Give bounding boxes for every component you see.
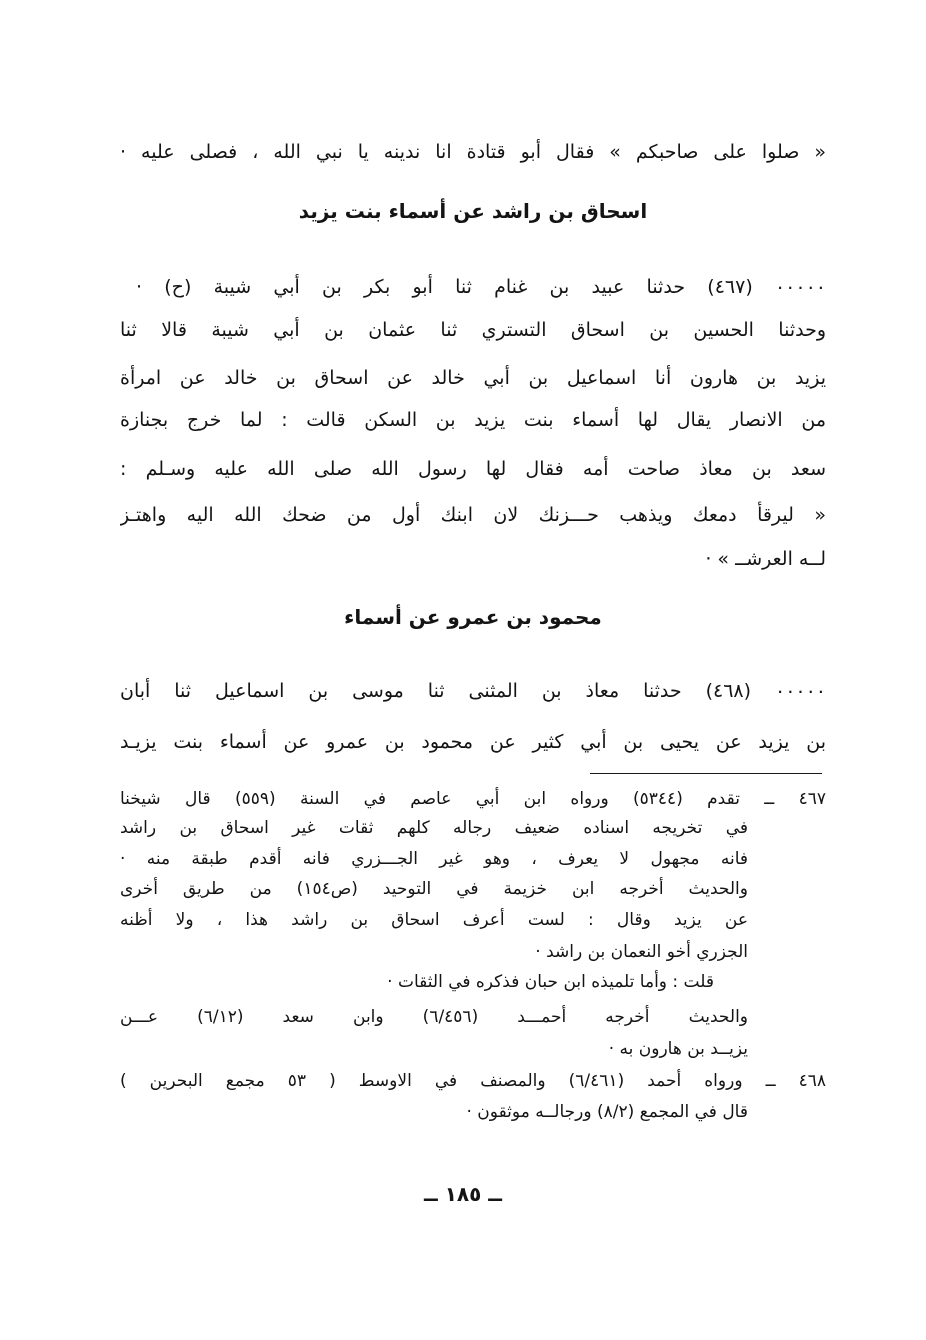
body-line-top: « صلوا على صاحبكم » فقال أبو قتادة انا ندينه يا نبي الله ، فصلى عليه · xyxy=(120,141,826,163)
footnote-467-line-6: الجزري أخو النعمان بن راشد · xyxy=(535,942,748,962)
footnote-467-line-9: يزيــد بن هارون به · xyxy=(608,1039,748,1059)
footnote-468-line-2: قال في المجمع (٨/٢) ورجالــه موثقون · xyxy=(466,1102,748,1122)
footnote-467-line-2: في تخريجه اسناده ضعيف رجاله كلهم ثقات غير اسحاق بن راشد xyxy=(120,818,748,838)
section-heading-mahmud: محمود بن عمرو عن أسماء xyxy=(344,605,602,629)
hadith-467-line-5: سعد بن معاذ صاحت أمه فقال لها رسول الله صلى الله عليه وسـلم : xyxy=(120,458,826,480)
footnote-467-line-8: والحديث أخرجه أحمـــد (٦/٤٥٦) وابن سعد (٦/١٢) عـــن xyxy=(120,1007,748,1027)
hadith-467-line-6: « ليرقأ دمعك ويذهب حـــزنك لان ابنك أول من ضحك الله اليه واهتـز xyxy=(120,504,826,526)
hadith-467-line-2: وحدثنا الحسين بن اسحاق التستري ثنا عثمان بن أبي شيبة قالا ثنا xyxy=(120,319,826,341)
page-number: ــ ١٨٥ ــ xyxy=(424,1182,502,1206)
hadith-467-line-7: لــه العرشــ » · xyxy=(705,548,826,570)
hadith-467-line-1: ٠٠٠٠٠ (٤٦٧) حدثنا عبيد بن غنام ثنا أبو بكر بن أبي شيبة (ح) · xyxy=(136,276,826,298)
hadith-468-line-2: بن يزيد عن يحيى بن أبي كثير عن محمود بن عمرو عن أسماء بنت يزيـد xyxy=(120,731,826,753)
footnote-467-line-7: قلت : وأما تلميذه ابن حبان فذكره في الثقات · xyxy=(387,972,714,992)
footnote-467-line-5: عن يزيد وقال : لست أعرف اسحاق بن راشد هذا ، ولا أظنه xyxy=(120,910,748,930)
hadith-467-line-3: يزيد بن هارون أنا اسماعيل بن أبي خالد عن اسحاق بن خالد عن امرأة xyxy=(120,367,826,389)
footnote-467-line-1: ٤٦٧ ــ تقدم (٥٣٤٤) ورواه ابن أبي عاصم في السنة (٥٥٩) قال شيخنا xyxy=(120,789,826,809)
hadith-468-line-1: ٠٠٠٠٠ (٤٦٨) حدثنا معاذ بن المثنى ثنا موسى بن اسماعيل ثنا أبان xyxy=(120,680,826,702)
section-heading-ishaq: اسحاق بن راشد عن أسماء بنت يزيد xyxy=(298,199,648,223)
footnote-468-line-1: ٤٦٨ ــ ورواه أحمد (٦/٤٦١) والمصنف في الاوسط ( ٥٣ مجمع البحرين ) xyxy=(120,1071,826,1091)
hadith-467-line-4: من الانصار يقال لها أسماء بنت يزيد بن السكن قالت : لما خرج بجنازة xyxy=(120,409,826,431)
footnote-separator xyxy=(590,773,822,774)
footnote-467-line-4: والحديث أخرجه ابن خزيمة في التوحيد (ص١٥٤) من طريق أخرى xyxy=(120,879,748,899)
footnote-467-line-3: فانه مجهول لا يعرف ، وهو غير الجـــزري فانه أقدم طبقة منه · xyxy=(120,849,748,869)
